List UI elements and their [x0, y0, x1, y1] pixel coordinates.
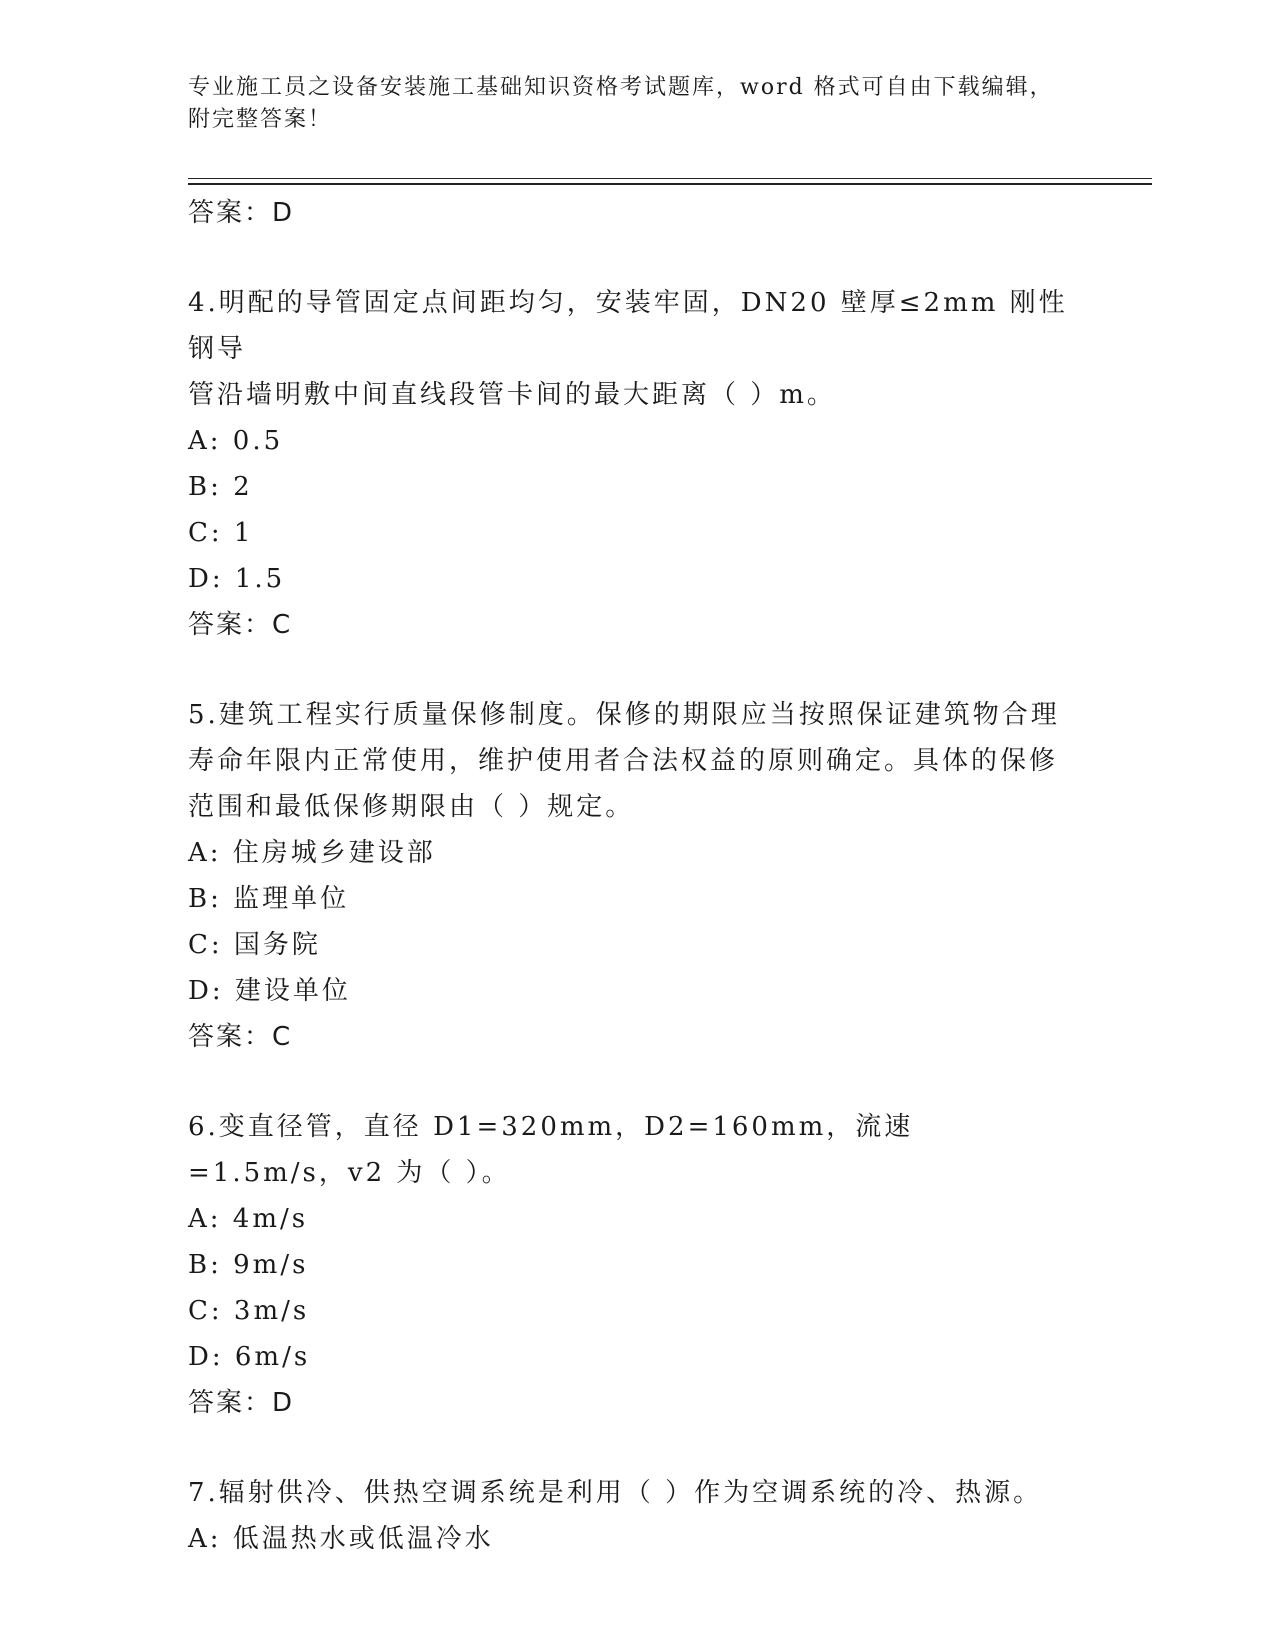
question-6: [188, 1104, 1088, 1426]
option-d: D: 建设单位: [188, 976, 351, 1006]
answer-prev: 答案：D: [188, 198, 295, 228]
option-d: D: 1.5: [188, 564, 286, 594]
option-c: C: 3m/s: [188, 1296, 310, 1326]
option-d: D: 6m/s: [188, 1342, 311, 1372]
header-rule-thick: [188, 183, 1152, 185]
header-line-1: 专业施工员之设备安装施工基础知识资格考试题库，word 格式可自由下载编辑，: [188, 75, 1054, 100]
header-rule-thin: [188, 178, 1152, 179]
question-4: [188, 280, 1088, 648]
option-b: B: 9m/s: [188, 1250, 309, 1280]
option-a: A: 4m/s: [188, 1204, 309, 1234]
option-a: A: 住房城乡建设部: [188, 838, 436, 868]
option-a: A: 0.5: [188, 426, 284, 456]
question-7: [188, 1470, 1088, 1562]
answer: 答案：D: [188, 1388, 295, 1418]
question-text: 寿命年限内正常使用，维护使用者合法权益的原则确定。具体的保修: [188, 746, 1059, 776]
page-header: [188, 72, 1088, 136]
option-a: A: 低温热水或低温冷水: [188, 1524, 494, 1554]
option-c: C: 国务院: [188, 930, 321, 960]
question-5: [188, 692, 1088, 1060]
question-text: 4.明配的导管固定点间距均匀，安装牢固，DN20 壁厚≤2mm 刚性钢导: [188, 288, 1068, 364]
question-text: 范围和最低保修期限由（ ）规定。: [188, 792, 635, 822]
question-text: 6.变直径管，直径 D1=320mm，D2=160mm，流速=1.5m/s，v2 为（ ）。: [188, 1112, 914, 1188]
answer: 答案：C: [188, 610, 293, 640]
answer: 答案：C: [188, 1022, 293, 1052]
question-text: 7.辐射供冷、供热空调系统是利用（ ）作为空调系统的冷、热源。: [188, 1478, 1043, 1508]
option-c: C: 1: [188, 518, 254, 548]
question-text: 5.建筑工程实行质量保修制度。保修的期限应当按照保证建筑物合理: [188, 700, 1060, 730]
question-text: 管沿墙明敷中间直线段管卡间的最大距离（ ）m。: [188, 380, 836, 410]
question-list: [188, 190, 1088, 1562]
option-b: B: 监理单位: [188, 884, 350, 914]
header-line-2: 附完整答案！: [188, 107, 333, 132]
option-b: B: 2: [188, 472, 253, 502]
